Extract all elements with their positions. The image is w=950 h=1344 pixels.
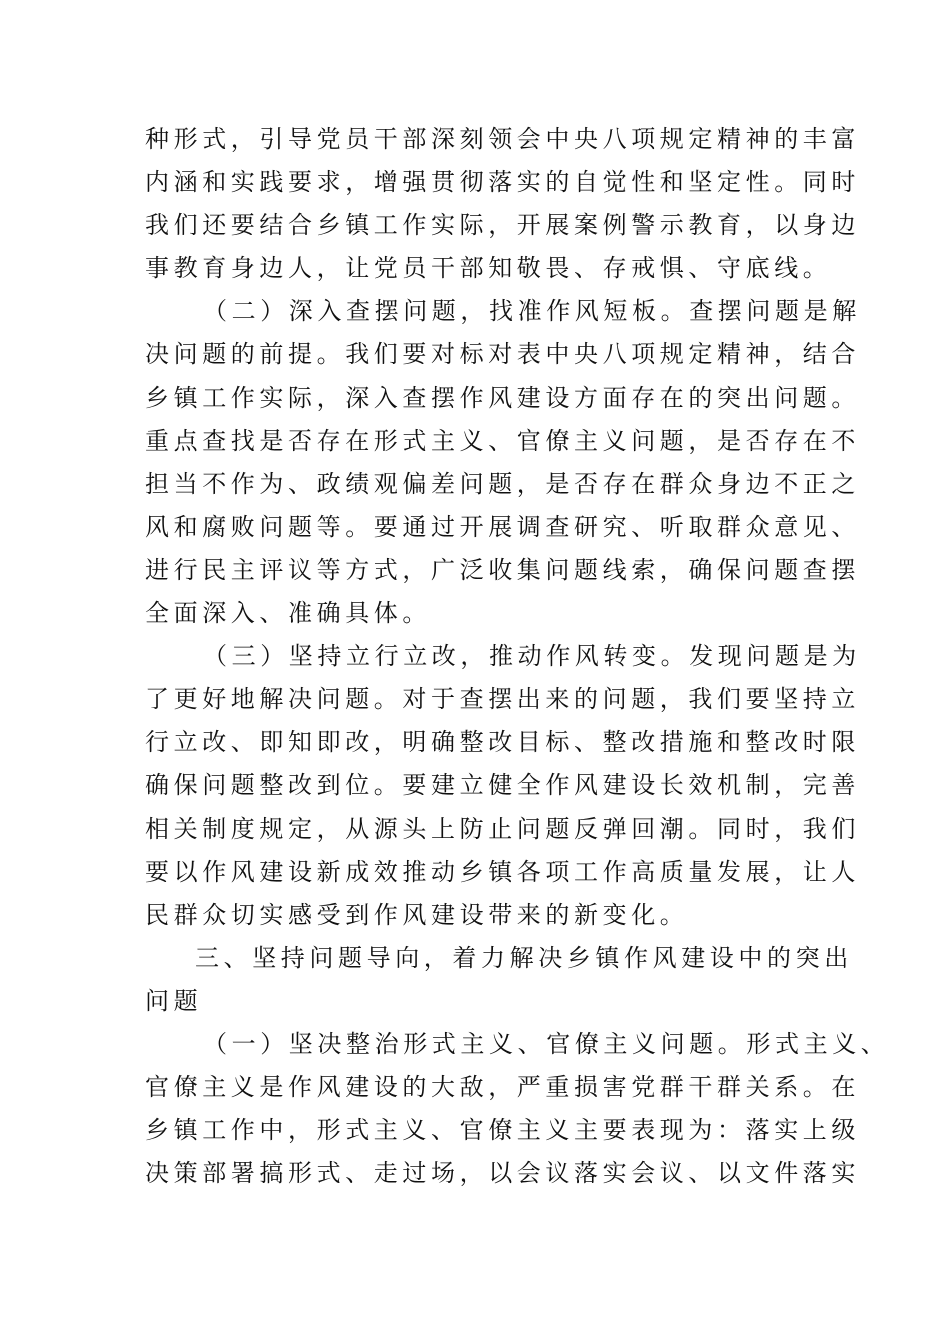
paragraph-line: 相关制度规定，从源头上防止问题反弹回潮。同时，我们	[145, 814, 860, 843]
paragraph-line: 内涵和实践要求，增强贯彻落实的自觉性和坚定性。同时	[145, 168, 860, 197]
paragraph-line: 乡镇工作实际，深入查摆作风建设方面存在的突出问题。	[145, 383, 860, 412]
document-page	[145, 118, 890, 1195]
subsection-heading-line: （一）坚决整治形式主义、官僚主义问题。形式主义、	[203, 1029, 890, 1058]
paragraph-line: 决问题的前提。我们要对标对表中央八项规定精神，结合	[145, 340, 860, 369]
subsection-heading-line: （二）深入查摆问题，找准作风短板。查摆问题是解	[203, 297, 861, 326]
paragraph-line: 官僚主义是作风建设的大敌，严重损害党群干群关系。在	[145, 1073, 860, 1102]
paragraph-line: 行立改、即知即改，明确整改目标、整改措施和整改时限	[145, 728, 860, 757]
paragraph-line: 风和腐败问题等。要通过开展调查研究、听取群众意见、	[145, 512, 860, 541]
paragraph-line: 决策部署搞形式、走过场，以会议落实会议、以文件落实	[145, 1159, 860, 1188]
section-heading-line: 问题	[145, 986, 203, 1015]
subsection-heading-line: （三）坚持立行立改，推动作风转变。发现问题是为	[203, 642, 861, 671]
paragraph-line: 担当不作为、政绩观偏差问题，是否存在群众身边不正之	[145, 469, 860, 498]
paragraph-line: 了更好地解决问题。对于查摆出来的问题，我们要坚持立	[145, 685, 860, 714]
paragraph-line: 要以作风建设新成效推动乡镇各项工作高质量发展，让人	[145, 857, 860, 886]
section-heading-line: 三、坚持问题导向，着力解决乡镇作风建设中的突出	[195, 943, 853, 972]
paragraph-line: 确保问题整改到位。要建立健全作风建设长效机制，完善	[145, 771, 860, 800]
paragraph-line: 种形式，引导党员干部深刻领会中央八项规定精神的丰富	[145, 125, 860, 153]
paragraph-line: 重点查找是否存在形式主义、官僚主义问题，是否存在不	[145, 426, 860, 455]
paragraph-line: 我们还要结合乡镇工作实际，开展案例警示教育，以身边	[145, 211, 860, 240]
paragraph-line: 全面深入、准确具体。	[145, 599, 431, 628]
paragraph-line: 乡镇工作中，形式主义、官僚主义主要表现为：落实上级	[145, 1116, 860, 1145]
paragraph-line: 民群众切实感受到作风建设带来的新变化。	[145, 900, 689, 929]
paragraph-line: 进行民主评议等方式，广泛收集问题线索，确保问题查摆	[145, 555, 860, 584]
paragraph-line: 事教育身边人，让党员干部知敬畏、存戒惧、守底线。	[145, 254, 832, 283]
